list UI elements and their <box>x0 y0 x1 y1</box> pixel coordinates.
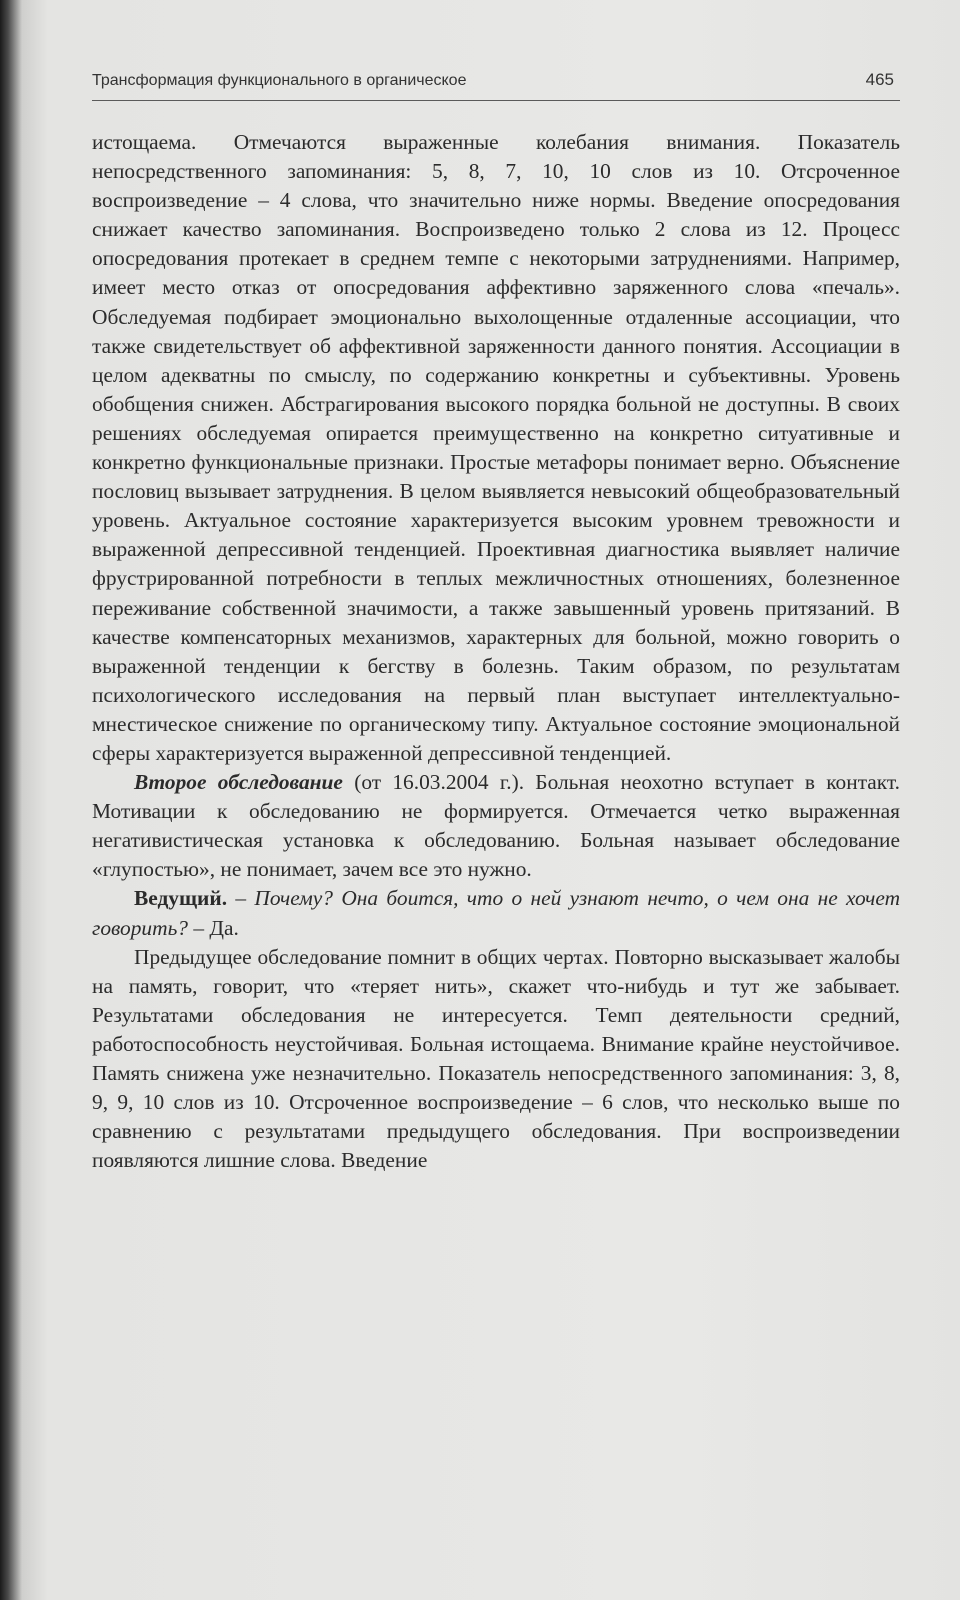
paragraph-2-text: (от 16.03.2004 г.). Больная неохотно вступает в контакт. Мотивации к обследованию не формируется. Отмечается четко выраженная негативистическая установка к обследованию. Больная называет обследование «глупостью», не понимает, зачем все это нужно. <box>92 770 901 882</box>
paragraph-4: Предыдущее обследование помнит в общих чертах. Повторно высказывает жалобы на память, говорит, что «теряет нить», скажет что-нибудь и тут же забывает. Результатами обследования не интересуется. Темп деятельности средний, работоспособность неустойчивая. Больная истощаема. Внимание крайне неустойчивое. Память снижена уже незначительно. Показатель непосредственного запоминания: 3, 8, 9, 9, 10 слов из 10. Отсроченное воспроизведение – 6 слов, что несколько выше по сравнению с результатами предыдущего обследования. При воспроизведении появляются лишние слова. Введение <box>92 944 900 1173</box>
page-number: 465 <box>865 70 894 89</box>
dash: – <box>227 886 255 911</box>
page-header <box>92 68 900 101</box>
answer: – Да. <box>188 915 239 940</box>
running-title: Трансформация функционального в органическое <box>92 72 467 89</box>
second-exam-heading: Второе обследование <box>134 770 343 795</box>
speaker-label: Ведущий. <box>134 886 228 911</box>
body-text <box>92 128 900 1175</box>
paragraph-3 <box>92 884 900 942</box>
speaker-question: Почему? Она боится, что о ней узнают нечто, о чем она не хочет говорить? <box>92 886 901 940</box>
paragraph-2 <box>92 768 900 884</box>
paragraph-1: истощаема. Отмечаются выраженные колебания внимания. Показатель непосредственного запоминания: 5, 8, 7, 10, 10 слов из 10. Отсроченное воспроизведение – 4 слова, что значительно ниже нормы. Введение опосредования снижает качество запоминания. Воспроизведено только 2 слова из 12. Процесс опосредования протекает в среднем темпе с некоторыми затруднениями. Например, имеет место отказ от опосредования аффективно заряженного слова «печаль». Обследуемая подбирает эмоционально выхолощенные отдаленные ассоциации, что также свидетельствует об аффективной заряженности данного понятия. Ассоциации в целом адекватны по смыслу, по содержанию конкретны и субъективны. Уровень обобщения снижен. Абстрагирования высокого порядка больной не доступны. В своих решениях обследуемая опирается преимущественно на конкретно ситуативные и конкретно функциональные признаки. Простые метафоры понимает верно. Объяснение пословиц вызывает затруднения. В целом выявляется невысокий общеобразовательный уровень. Актуальное состояние характеризуется высоким уровнем тревожности и выраженной депрессивной тенденцией. Проективная диагностика выявляет наличие фрустрированной потребности в теплых межличностных отношениях, болезненное переживание собственной значимости, а также завышенный уровень притязаний. В качестве компенсаторных механизмов, характерных для больной, можно говорить о выраженной тенденции к бегству в болезнь. Таким образом, по результатам психологического исследования на первый план выступает интеллектуально-мнестическое снижение по органическому типу. Актуальное состояние эмоциональной сферы характеризуется выраженной депрессивной тенденцией. <box>92 130 900 765</box>
